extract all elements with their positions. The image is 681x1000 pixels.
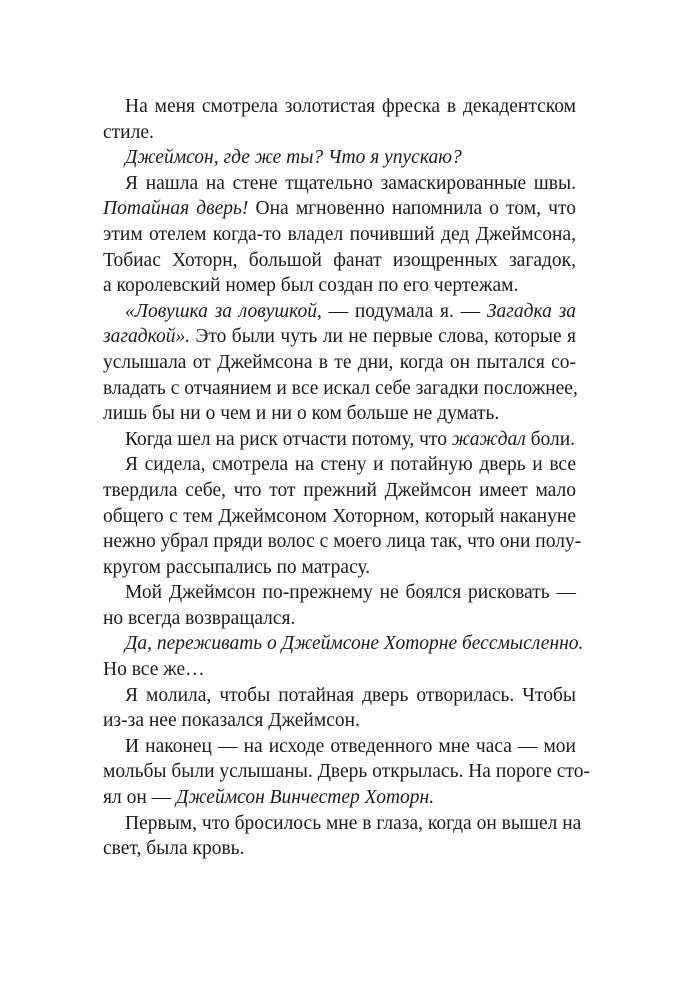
text-run: этим отелем когда-то владел почивший дед Джеймсона,	[103, 223, 576, 245]
paragraph	[103, 734, 590, 811]
text-run: но всегда возвращался.	[103, 607, 296, 629]
paragraph	[103, 427, 576, 453]
text-run: Она мгновенно напомнила о том, что	[248, 198, 576, 220]
paragraph	[103, 171, 576, 299]
text-run: услышала от Джеймсона в те дни, когда он пытался со-	[103, 351, 576, 373]
paragraph	[103, 299, 576, 427]
text-run: Мой Джеймсон по-прежнему не боялся рисковать —	[125, 582, 576, 604]
italic-text: Да, переживать о Джеймсоне Хоторне бессмысленно.	[125, 633, 584, 655]
text-run: Тобиас Хоторн, большой фанат изощренных загадок,	[103, 249, 576, 271]
text-line	[103, 836, 576, 862]
paragraph	[103, 580, 576, 631]
italic-text: Потайная дверь!	[103, 198, 249, 220]
italic-text: Джеймсон Винчестер Хоторн.	[176, 787, 435, 809]
text-run: стиле.	[103, 121, 154, 143]
text-line	[103, 478, 576, 504]
paragraph	[103, 811, 582, 862]
text-line	[103, 734, 576, 760]
text-line	[103, 248, 576, 274]
text-line	[103, 529, 582, 555]
text-line	[103, 811, 582, 837]
paragraph	[103, 657, 576, 683]
paragraph	[103, 145, 576, 171]
text-run: ял он —	[103, 787, 177, 809]
book-page	[103, 94, 590, 862]
italic-text: загадкой».	[103, 326, 191, 348]
text-run: И наконец — на исходе отведенного мне часа — мои	[125, 735, 576, 757]
text-line	[103, 657, 576, 683]
text-run: из-за нее показался Джеймсон.	[103, 710, 360, 732]
text-run: Но все же…	[103, 659, 205, 681]
text-line	[103, 222, 576, 248]
italic-text: Джеймсон, где же ты? Что я упускаю?	[125, 147, 462, 169]
italic-text: Загадка за	[486, 300, 576, 322]
paragraph	[103, 452, 582, 580]
text-line	[103, 785, 576, 811]
text-line	[103, 759, 590, 785]
italic-text: «Ловушка за ловушкой,	[125, 300, 322, 322]
text-run: а королевский номер был создан по его чертежам.	[103, 275, 519, 297]
paragraph	[103, 683, 576, 734]
text-run: Это были чуть ли не первые слова, которые я	[190, 326, 576, 348]
text-line	[103, 171, 576, 197]
text-line	[103, 427, 576, 453]
text-run: нежно убрал пряди волос с моего лица так, что они полу-	[103, 531, 582, 553]
text-line	[103, 120, 576, 146]
text-line	[103, 708, 576, 734]
text-run: Я молила, чтобы потайная дверь отворилась. Чтобы	[125, 684, 576, 706]
text-line	[103, 504, 576, 530]
text-line	[103, 580, 576, 606]
text-line	[103, 350, 576, 376]
text-line	[103, 631, 584, 657]
text-line	[103, 452, 576, 478]
text-line	[103, 196, 576, 222]
text-run: мольбы были услышаны. Дверь открылась. На пороге сто-	[103, 761, 590, 783]
paragraph	[103, 94, 576, 145]
text-run: лишь бы ни о чем и ни о ком больше не думать.	[103, 403, 500, 425]
text-run: Когда шел на риск отчасти потому, что	[125, 428, 452, 450]
text-line	[103, 324, 576, 350]
text-run: — подумала я. —	[321, 300, 487, 322]
text-run: твердила себе, что тот прежний Джеймсон имеет мало	[103, 479, 576, 501]
text-line	[103, 606, 576, 632]
text-run: свет, была кровь.	[103, 838, 245, 860]
text-run: боли.	[525, 428, 576, 450]
text-run: Я сидела, смотрела на стену и потайную дверь и все	[125, 454, 576, 476]
text-line	[103, 683, 576, 709]
text-line	[103, 401, 576, 427]
text-run: На меня смотрела золотистая фреска в декадентском	[125, 96, 576, 117]
text-run: общего с тем Джеймсоном Хоторном, который накануне	[103, 505, 576, 527]
text-line	[103, 94, 576, 120]
paragraph	[103, 631, 584, 657]
text-run: кругом рассыпались по матрасу.	[103, 556, 371, 578]
text-run: владать с отчаянием и все искал себе загадки посложнее,	[103, 377, 578, 399]
text-line	[103, 555, 576, 581]
italic-text: жаждал	[451, 428, 526, 450]
text-line	[103, 273, 576, 299]
text-run: Первым, что бросилось мне в глаза, когда он вышел на	[125, 812, 582, 834]
text-line	[103, 376, 576, 402]
text-line	[103, 299, 576, 325]
text-run: Я нашла на стене тщательно замаскированные швы.	[125, 172, 576, 194]
text-line	[103, 145, 576, 171]
